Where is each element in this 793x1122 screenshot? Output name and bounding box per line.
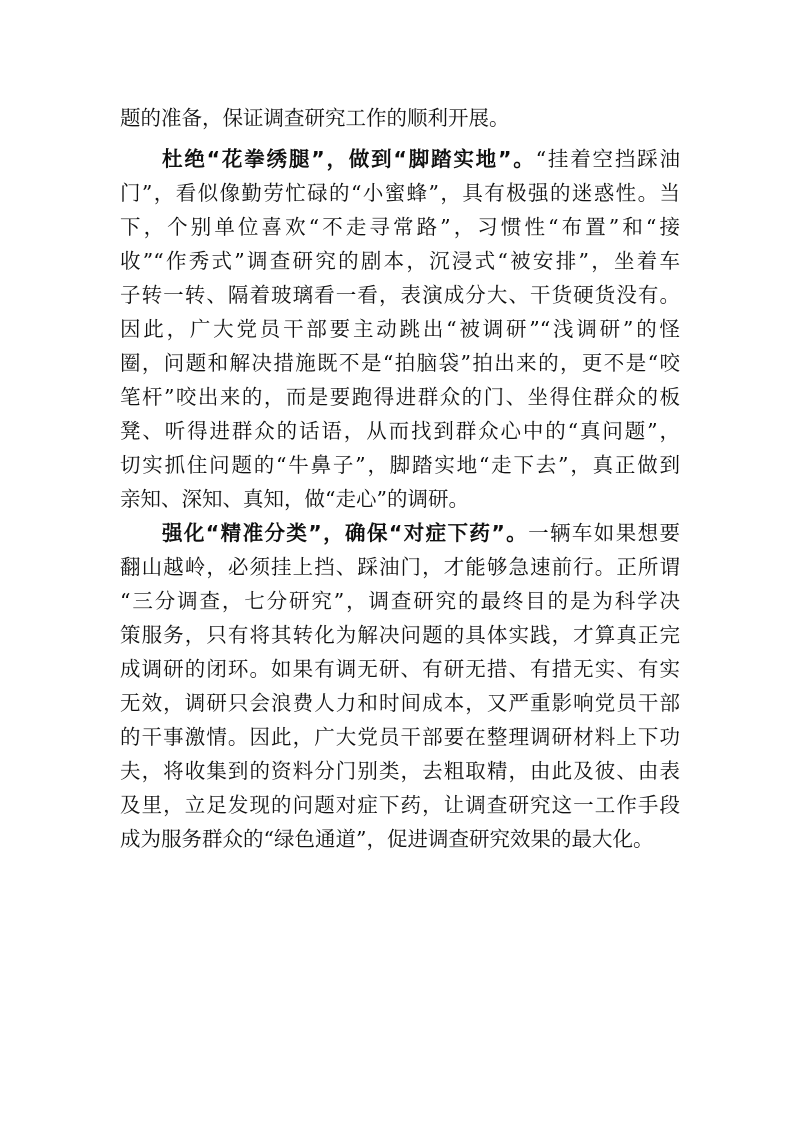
paragraph-1-heading: 杜绝“花拳绣腿”，做到“脚踏实地”。 xyxy=(162,147,536,171)
paragraph-2-heading: 强化“精准分类”，确保“对症下药”。 xyxy=(162,521,529,545)
paragraph-line: 无效，调研只会浪费人力和时间成本，又严重影响党员干部 xyxy=(120,691,680,715)
paragraph-line: 切实抓住问题的“牛鼻子”，脚踏实地“走下去”，真正做到 xyxy=(120,453,680,477)
paragraph-line: “三分调查，七分研究”，调查研究的最终目的是为科学决 xyxy=(120,589,680,613)
paragraph-1-first-line-text: “挂着空挡踩油 xyxy=(535,147,680,171)
paragraph-line: 因此，广大党员干部要主动跳出“被调研”“浅调研”的怪 xyxy=(120,317,680,341)
paragraph-line: 收”“作秀式”调查研究的剧本，沉浸式“被安排”，坐着车 xyxy=(120,249,680,273)
paragraph-line: 下，个别单位喜欢“不走寻常路”，习惯性“布置”和“接 xyxy=(120,215,680,239)
paragraph-line: 策服务，只有将其转化为解决问题的具体实践，才算真正完 xyxy=(120,623,680,647)
paragraph-line: 及里，立足发现的问题对症下药，让调查研究这一工作手段 xyxy=(120,793,680,817)
paragraph-line: 圈，问题和解决措施既不是“拍脑袋”拍出来的，更不是“咬 xyxy=(120,351,680,375)
paragraph-line: 的干事激情。因此，广大党员干部要在整理调研材料上下功 xyxy=(120,725,680,749)
paragraph-line: 成为服务群众的“绿色通道”，促进调查研究效果的最大化。 xyxy=(120,827,654,851)
intro-line: 题的准备，保证调查研究工作的顺利开展。 xyxy=(120,106,510,130)
paragraph-line: 夫，将收集到的资料分门别类，去粗取精，由此及彼、由表 xyxy=(120,759,680,783)
paragraph-line: 子转一转、隔着玻璃看一看，表演成分大、干货硬货没有。 xyxy=(120,283,680,307)
paragraph-line: 笔杆”咬出来的，而是要跑得进群众的门、坐得住群众的板 xyxy=(120,385,680,409)
paragraph-2-first-line-text: 一辆车如果想要 xyxy=(528,521,680,545)
paragraph-line: 门”，看似像勤劳忙碌的“小蜜蜂”，具有极强的迷惑性。当 xyxy=(120,181,680,205)
paragraph-1-first-line xyxy=(162,143,680,175)
paragraph-line: 亲知、深知、真知，做“走心”的调研。 xyxy=(120,487,469,511)
paragraph-2-first-line xyxy=(162,517,680,549)
paragraph-line: 翻山越岭，必须挂上挡、踩油门，才能够急速前行。正所谓 xyxy=(120,555,680,579)
paragraph-line: 成调研的闭环。如果有调无研、有研无措、有措无实、有实 xyxy=(120,657,680,681)
paragraph-line: 凳、听得进群众的话语，从而找到群众心中的“真问题”， xyxy=(120,419,680,443)
